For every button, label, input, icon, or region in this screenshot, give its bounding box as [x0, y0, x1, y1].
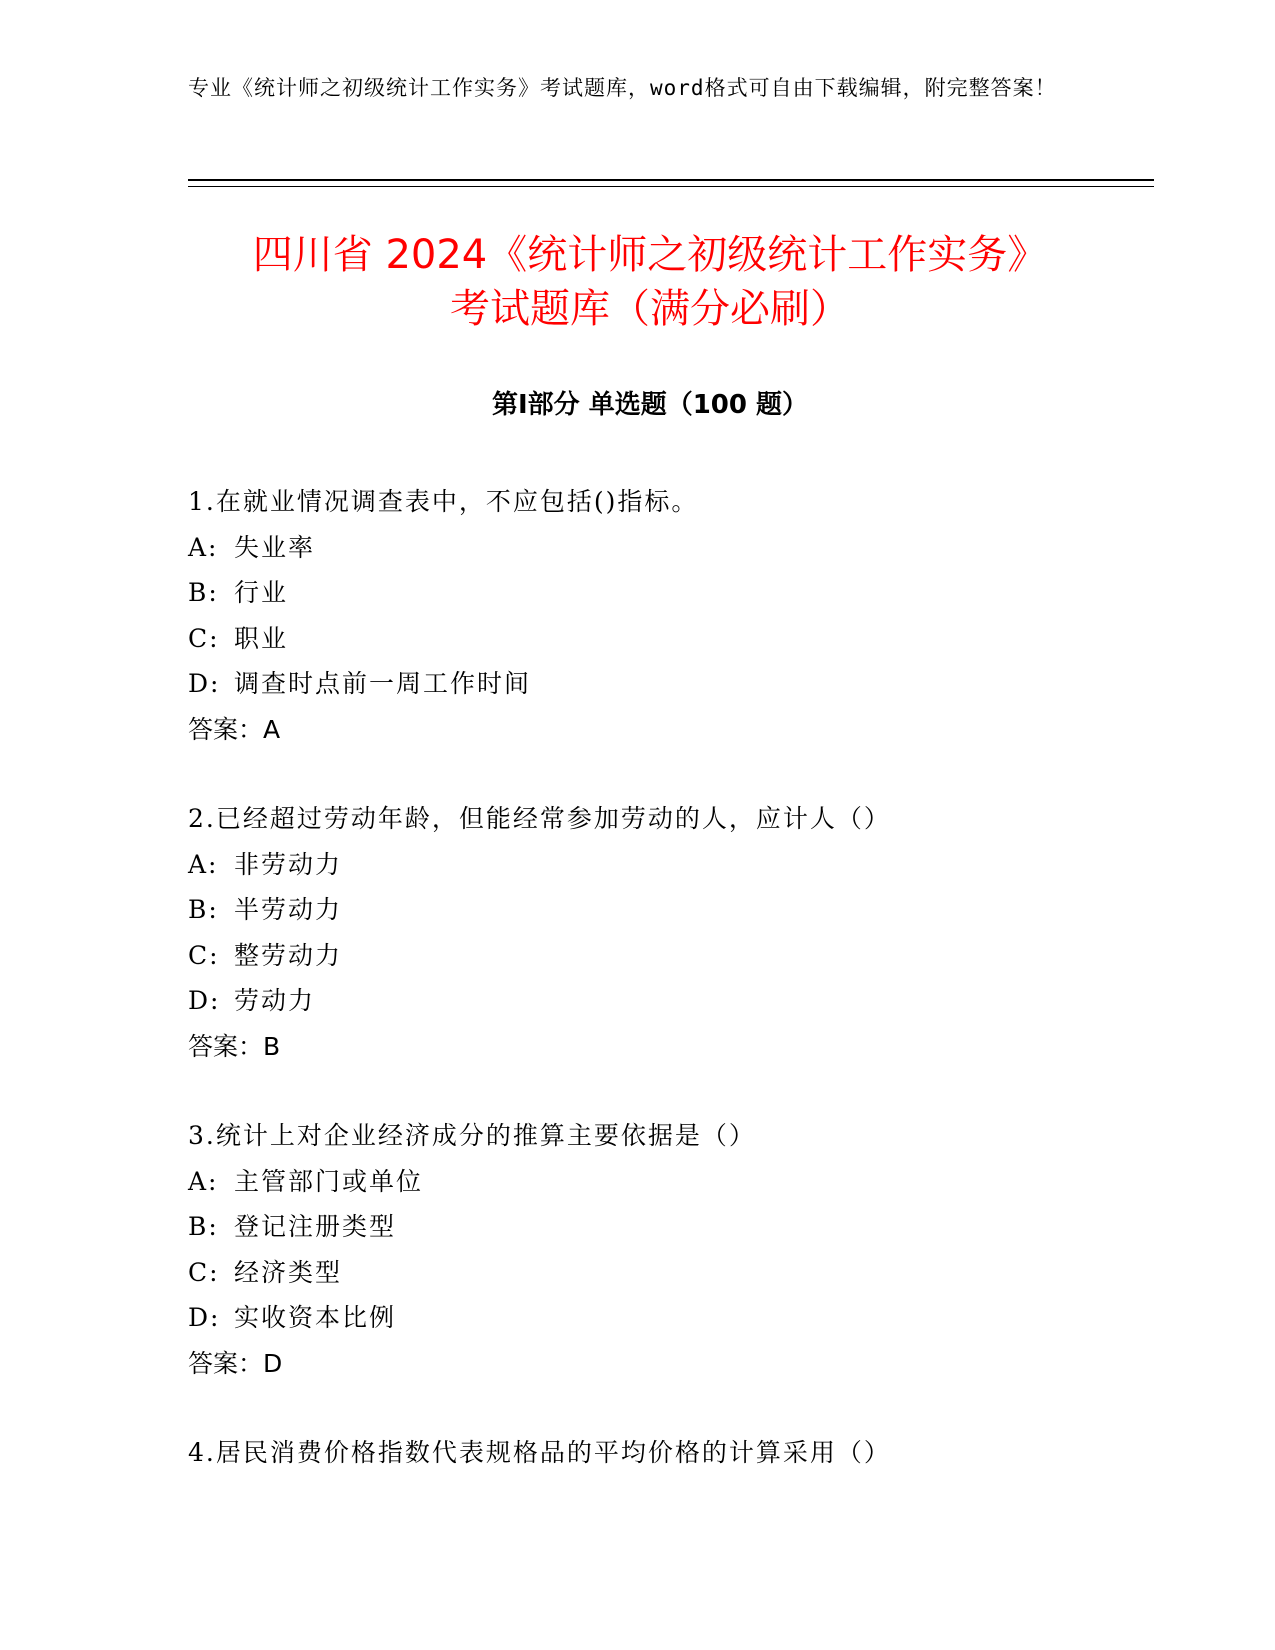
option-d — [188, 978, 1148, 1024]
option-letter: A: — [188, 532, 219, 562]
option-d — [188, 661, 1148, 707]
answer-value: A — [263, 714, 281, 744]
option-text: 劳动力 — [234, 986, 316, 1015]
answer-label: 答案： — [188, 714, 264, 744]
title-line-1: 四川省 2024《统计师之初级统计工作实务》 — [252, 232, 1048, 278]
answer — [188, 1341, 1148, 1387]
question-2 — [188, 796, 1148, 1069]
option-a — [188, 1159, 1148, 1205]
option-letter: B: — [188, 1212, 219, 1241]
option-text: 非劳动力 — [234, 849, 343, 879]
option-text: 登记注册类型 — [234, 1212, 397, 1241]
option-a — [188, 525, 1148, 571]
option-letter: B: — [188, 578, 219, 607]
option-text: 行业 — [234, 578, 289, 607]
header-divider-thick — [188, 179, 1154, 181]
document-title — [150, 228, 1150, 336]
option-a — [188, 842, 1148, 888]
option-letter: D: — [188, 1303, 221, 1332]
option-text: 经济类型 — [234, 1257, 343, 1287]
option-letter: B: — [188, 895, 219, 924]
question-1 — [188, 479, 1148, 752]
answer-value: B — [263, 1031, 281, 1061]
option-text: 职业 — [234, 623, 289, 653]
answer — [188, 707, 1148, 753]
answer-label: 答案： — [188, 1348, 264, 1378]
option-c — [188, 616, 1148, 662]
answer-value: D — [263, 1348, 283, 1378]
option-text: 整劳动力 — [234, 940, 343, 970]
option-d — [188, 1295, 1148, 1341]
option-text: 主管部门或单位 — [234, 1166, 424, 1196]
option-text: 半劳动力 — [234, 895, 343, 924]
option-c — [188, 933, 1148, 979]
option-letter: C: — [188, 1257, 220, 1287]
question-4 — [188, 1430, 1148, 1476]
option-letter: C: — [188, 940, 220, 970]
option-letter: D: — [188, 986, 221, 1015]
option-letter: C: — [188, 623, 220, 653]
header-note: 专业《统计师之初级统计工作实务》考试题库，word格式可自由下载编辑，附完整答案！ — [188, 76, 1057, 100]
option-b — [188, 887, 1148, 933]
question-stem: 3.统计上对企业经济成分的推算主要依据是（） — [188, 1121, 756, 1150]
answer-label: 答案： — [188, 1031, 264, 1061]
question-stem: 4.居民消费价格指数代表规格品的平均价格的计算采用（） — [188, 1438, 891, 1467]
option-letter: D: — [188, 669, 221, 698]
option-b — [188, 1204, 1148, 1250]
option-letter: A: — [188, 1166, 219, 1196]
title-line-2: 考试题库（满分必刷） — [450, 286, 850, 332]
option-letter: A: — [188, 849, 219, 879]
question-stem: 1.在就业情况调查表中，不应包括()指标。 — [188, 487, 699, 516]
question-list — [188, 479, 1148, 1520]
answer — [188, 1024, 1148, 1070]
option-text: 实收资本比例 — [234, 1303, 397, 1332]
option-text: 调查时点前一周工作时间 — [234, 669, 532, 698]
header-divider-thin — [188, 186, 1154, 187]
option-c — [188, 1250, 1148, 1296]
question-3 — [188, 1113, 1148, 1386]
option-b — [188, 570, 1148, 616]
section-title: 第Ⅰ部分 单选题（100 题） — [491, 390, 809, 420]
option-text: 失业率 — [234, 532, 316, 562]
question-stem: 2.已经超过劳动年龄，但能经常参加劳动的人，应计人（） — [188, 804, 891, 833]
